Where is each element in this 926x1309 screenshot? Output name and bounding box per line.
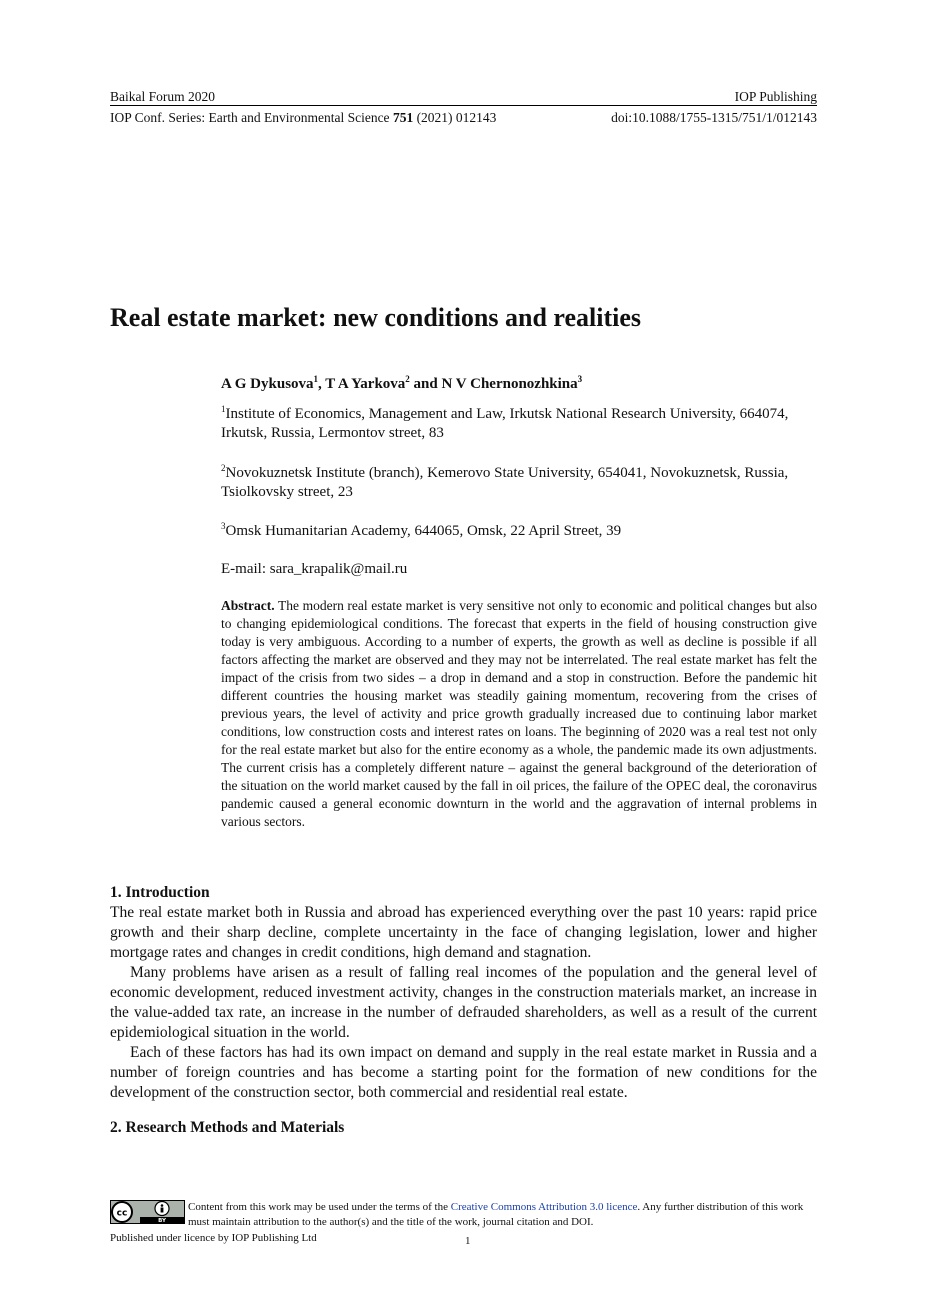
author-name: T A Yarkova [325,376,406,392]
published-by: Published under licence by IOP Publishing Ltd [110,1232,317,1244]
license-notice: Content from this work may be used under the terms of the Creative Commons Attribution 3.0 licence. Any further distribution of this work must maintain attribution to the author(s) and the title of the work, journal citation and DOI. [188,1201,804,1228]
volume-number: 751 [392,110,414,125]
affiliation-2: $^2$Novokuznetsk Institute (branch), Kemerovo State University, 654041, Novokuznetsk, Russia, Tsiolkovsky street, 23 [221,463,789,500]
paper-title: Real estate market: new conditions and realities [110,303,642,332]
cc-by-license-icon[interactable] [110,1200,185,1224]
by-mark: BY [158,1218,166,1224]
publisher-name: IOP Publishing [734,89,817,104]
doi[interactable]: doi:10.1088/1755-1315/751/1/012143 [611,110,817,125]
abstract-text: The modern real estate market is very sensitive not only to economic and political changes but also to changing epidemiological conditions. The forecast that experts in the field of housing construction give today is very ambiguous. According to a number of experts, the growth as well as decline is possible if all factors affecting the market are observed and they may not be interrelated. The real estate market has felt the impact of the crisis from two sides – a drop in demand and a stop in construction. Before the pandemic hit different countries the housing market was steadily gaining momentum, recovering from the crises of previous years, the level of activity and price growth gradually increased due to continuing labor market conditions, low construction costs and interest rates on loans. The beginning of 2020 was a real test not only for the real estate market but also for the entire economy as a whole, the pandemic made its own adjustments. The current crisis has a completely different nature – against the general background of the deterioration of the situation on the world market caused by the fall in oil prices, the failure of the OPEC deal, the coronavirus pandemic caused a general economic downturn in the world and the aggravation of internal problems in various sectors. [221,598,818,829]
section-heading-methods: 2. Research Methods and Materials [110,1119,345,1136]
author-name: N V Chernonozhkina [441,376,578,392]
header-rule [110,105,817,106]
author-name: A G Dykusova [221,376,314,392]
paragraph: Each of these factors has had its own impact on demand and supply in the real estate market in Russia and a number of foreign countries and has become a starting point for the formation of new conditions for the development of the construction sector, both commercial and residential real estate. [110,1044,817,1101]
conference-name: Baikal Forum 2020 [110,89,215,104]
abstract-label: Abstract. [221,598,275,613]
author-email[interactable]: E-mail: sara_krapalik@mail.ru [221,561,408,577]
introduction-body [110,903,817,1103]
license-link[interactable]: Creative Commons Attribution 3.0 licence [450,1201,638,1213]
section-heading-introduction: 1. Introduction [110,884,210,901]
series-info: IOP Conf. Series: Earth and Environmental Science 751 (2021) 012143 [110,110,497,125]
affiliation-3: $^3$Omsk Humanitarian Academy, 644065, Omsk, 22 April Street, 39 [221,521,622,539]
author-list: A G Dykusova$^1$, T A Yarkova$^2$ and N V Chernonozhkina$^3$ [221,374,583,392]
paragraph: The real estate market both in Russia and abroad has experienced everything over the past 10 years: rapid price growth and their sharp decline, complete uncertainty in the face of changing legislation, lower and higher mortgage rates and changes in credit conditions, high demand and stagnation. [110,904,817,961]
cc-mark: cc [116,1208,128,1219]
affiliation-1: $^1$Institute of Economics, Management and Law, Irkutsk National Research University, 664074, Irkutsk, Russia, Lermontov street, 83 [221,404,789,441]
page-number: 1 [465,1235,471,1247]
abstract [221,597,817,831]
paragraph: Many problems have arisen as a result of falling real incomes of the population and the general level of economic development, reduced investment activity, changes in the construction materials market, an increase in the value-added tax rate, an increase in the number of defrauded shareholders, as well as a result of the current epidemiological situation in the world. [110,964,817,1041]
